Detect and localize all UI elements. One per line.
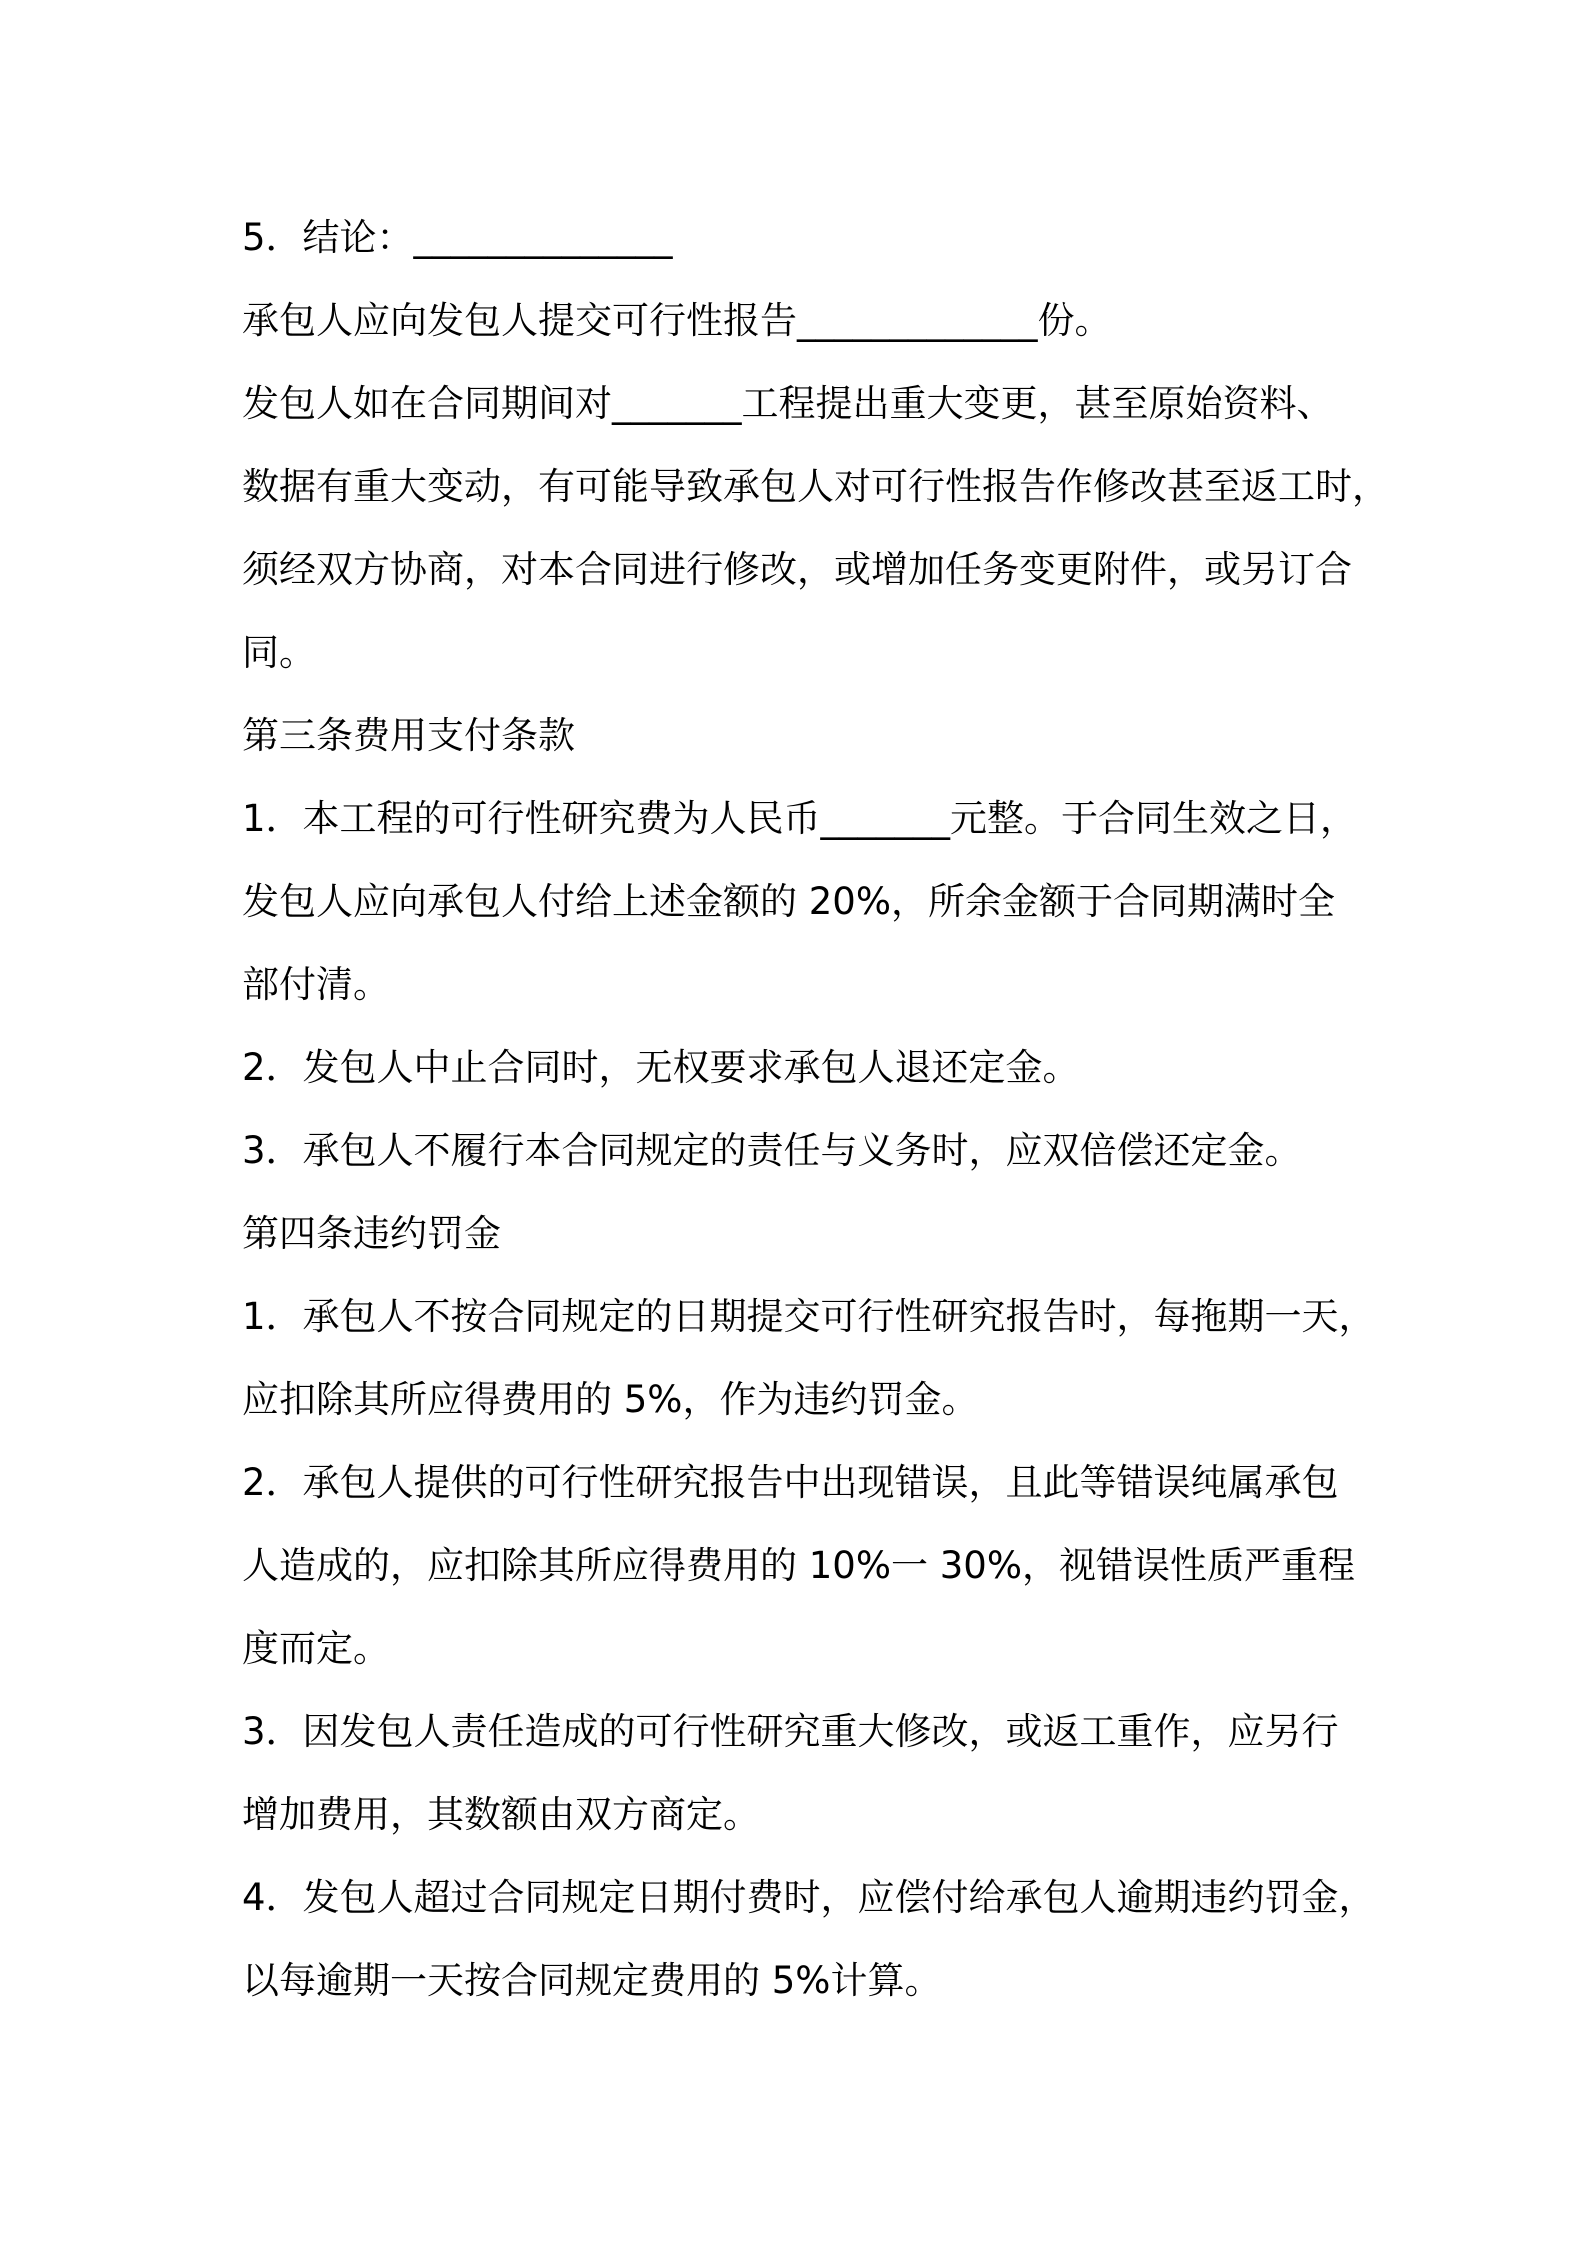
clause-line: 2．承包人提供的可行性研究报告中出现错误，且此等错误纯属承包 [242, 1461, 1339, 1504]
report-copies-line: 承包人应向发包人提交可行性报告_____________份。 [242, 299, 1112, 342]
clause-line: 人造成的，应扣除其所应得费用的 10%一 30%，视错误性质严重程 [242, 1544, 1355, 1587]
clause-line: 发包人应向承包人付给上述金额的 20%，所余金额于合同期满时全 [242, 880, 1335, 923]
conclusion-line: 5．结论：______________ [242, 216, 673, 259]
clause-line: 3．因发包人责任造成的可行性研究重大修改，或返工重作，应另行 [242, 1710, 1339, 1753]
clause-line: 部付清。 [242, 963, 390, 1006]
clause-line: 以每逾期一天按合同规定费用的 5%计算。 [242, 1959, 942, 2002]
section-heading-article-4: 第四条违约罚金 [242, 1212, 501, 1255]
clause-line: 增加费用，其数额由双方商定。 [242, 1793, 760, 1836]
clause-line: 2．发包人中止合同时，无权要求承包人退还定金。 [242, 1046, 1080, 1089]
clause-line: 3．承包人不履行本合同规定的责任与义务时，应双倍偿还定金。 [242, 1129, 1302, 1172]
clause-line: 1．承包人不按合同规定的日期提交可行性研究报告时，每拖期一天， [242, 1295, 1376, 1338]
paragraph-line: 发包人如在合同期间对_______工程提出重大变更，甚至原始资料、 [242, 382, 1334, 425]
paragraph-line: 数据有重大变动，有可能导致承包人对可行性报告作修改甚至返工时， [242, 465, 1389, 508]
paragraph-line: 同。 [242, 631, 316, 674]
clause-line: 4．发包人超过合同规定日期付费时，应偿付给承包人逾期违约罚金， [242, 1876, 1376, 1919]
section-heading-article-3: 第三条费用支付条款 [242, 714, 575, 757]
clause-line: 应扣除其所应得费用的 5%，作为违约罚金。 [242, 1378, 979, 1421]
document-body [242, 196, 1389, 2022]
paragraph-line: 须经双方协商，对本合同进行修改，或增加任务变更附件，或另订合 [242, 548, 1352, 591]
clause-line: 度而定。 [242, 1627, 390, 1670]
clause-line: 1．本工程的可行性研究费为人民币_______元整。于合同生效之日， [242, 797, 1358, 840]
